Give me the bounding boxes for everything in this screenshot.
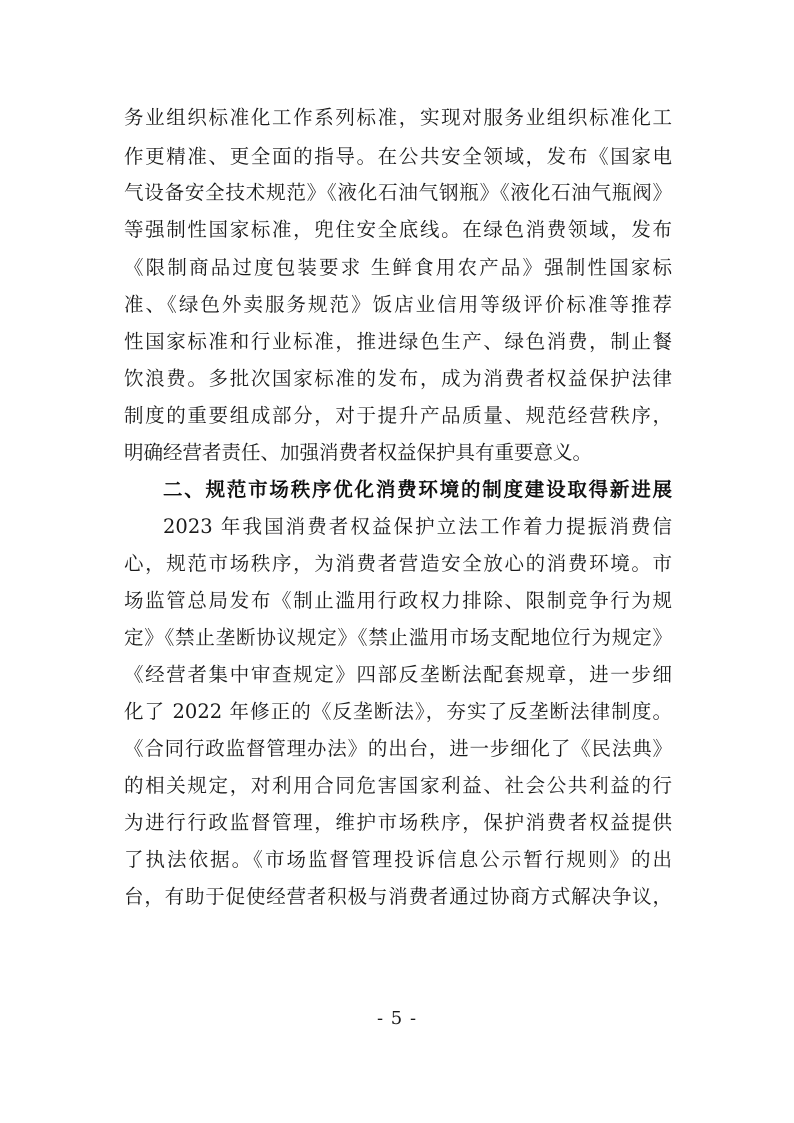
body-text-line: 性国家标准和行业标准，推进绿色生产、绿色消费，制止餐 [124, 330, 672, 353]
body-text-line: 化了 2022 年修正的《反垄断法》，夯实了反垄断法律制度。 [124, 700, 672, 723]
body-text-line: 作更精准、更全面的指导。在公共安全领域，发布《国家电 [124, 145, 672, 168]
section-heading: 二、规范市场秩序优化消费环境的制度建设取得新进展 [163, 478, 672, 501]
body-text-line: 《限制商品过度包装要求 生鲜食用农产品》强制性国家标 [124, 256, 672, 279]
body-text-line: 《合同行政监督管理办法》的出台，进一步细化了《民法典》 [124, 737, 672, 760]
body-text-line: 准、《绿色外卖服务规范》饭店业信用等级评价标准等推荐 [124, 293, 672, 316]
body-text-line: 等强制性国家标准，兜住安全底线。在绿色消费领域，发布 [124, 218, 672, 241]
body-text-line: 场监管总局发布《制止滥用行政权力排除、限制竞争行为规 [124, 589, 672, 612]
body-text-line: 饮浪费。多批次国家标准的发布，成为消费者权益保护法律 [124, 367, 672, 390]
body-text-line: 的相关规定，对利用合同危害国家利益、社会公共利益的行 [124, 774, 672, 797]
body-text-line: 明确经营者责任、加强消费者权益保护具有重要意义。 [124, 441, 593, 464]
body-text-line: 2023 年我国消费者权益保护立法工作着力提振消费信 [163, 515, 672, 538]
body-text-line: 台，有助于促使经营者积极与消费者通过协商方式解决争议， [124, 885, 672, 908]
body-text-line: 气设备安全技术规范》《液化石油气钢瓶》《液化石油气瓶阀》 [124, 181, 672, 204]
body-text-line: 了执法依据。《市场监督管理投诉信息公示暂行规则》的出 [124, 848, 672, 871]
body-text-line: 为进行行政监督管理，维护市场秩序，保护消费者权益提供 [124, 811, 672, 834]
body-text-line: 《经营者集中审查规定》四部反垄断法配套规章，进一步细 [124, 663, 672, 686]
body-text-line: 心，规范市场秩序，为消费者营造安全放心的消费环境。市 [124, 552, 672, 575]
body-text-line: 制度的重要组成部分，对于提升产品质量、规范经营秩序， [124, 404, 672, 427]
body-text-line: 定》《禁止垄断协议规定》《禁止滥用市场支配地位行为规定》 [124, 626, 672, 649]
body-text-line: 务业组织标准化工作系列标准，实现对服务业组织标准化工 [124, 106, 672, 129]
page-number: - 5 - [376, 1008, 418, 1029]
